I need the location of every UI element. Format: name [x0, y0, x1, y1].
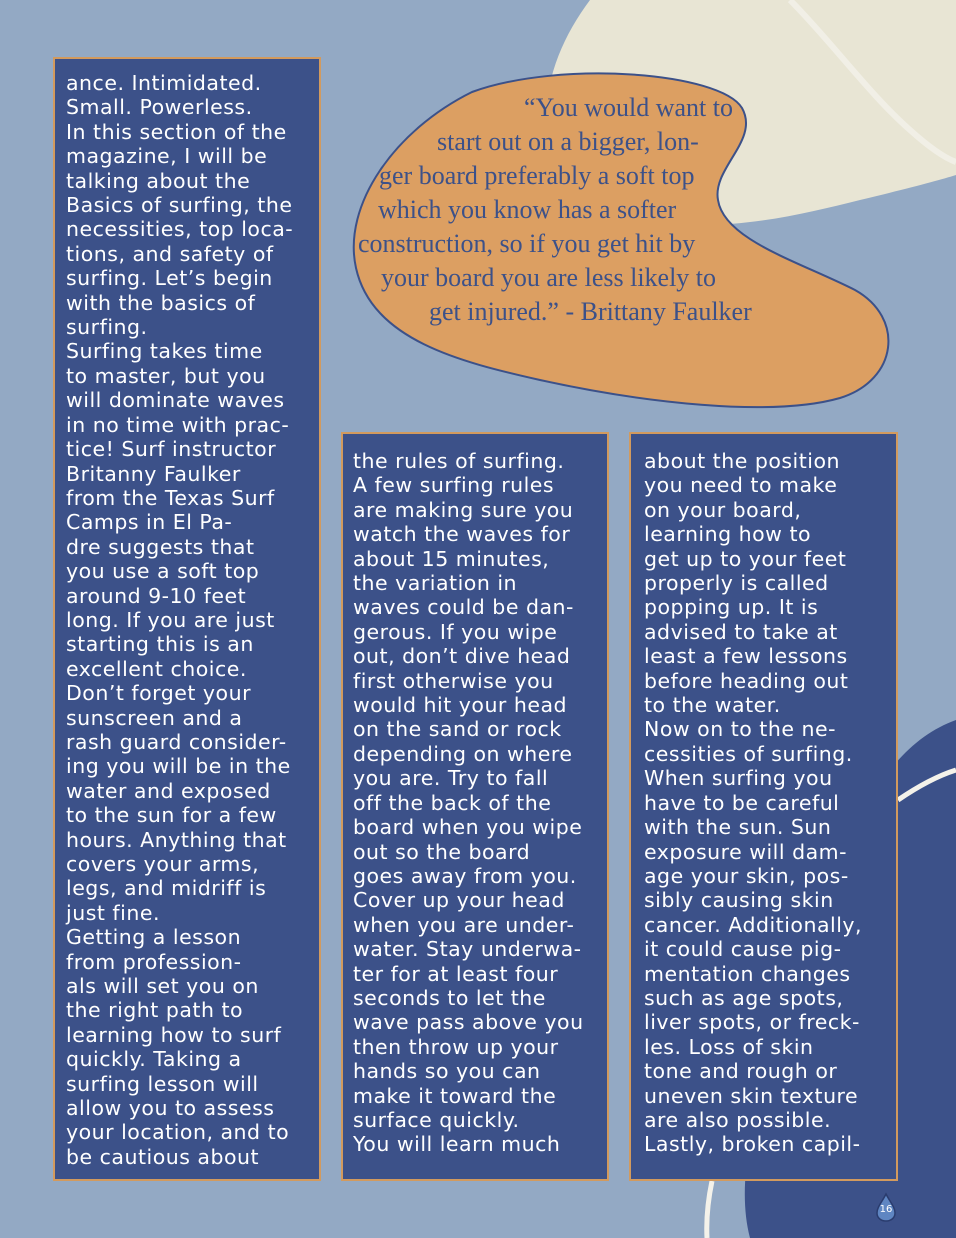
column-text-line: als will set you on: [66, 974, 259, 999]
quote-line: get injured.” - Brittany Faulker: [429, 297, 752, 326]
column-text-line: starting this is an: [66, 632, 254, 657]
column-text-line: to master, but you: [66, 363, 266, 388]
column-text-line: the rules of surfing.: [353, 449, 565, 473]
column-text-line: surfing lesson will: [66, 1071, 259, 1096]
column-text-line: covers your arms,: [66, 852, 260, 876]
column-text-line: ing you will be in the: [66, 754, 291, 779]
column-text-line: seconds to let the: [353, 985, 546, 1010]
column-text-line: dre suggests that: [66, 534, 255, 559]
column-text-line: quickly. Taking a: [66, 1047, 242, 1072]
column-text-line: about 15 minutes,: [353, 546, 550, 571]
column-text-line: sunscreen and a: [66, 705, 243, 730]
column-text-line: gerous. If you wipe: [353, 619, 558, 644]
column-text-line: with the basics of: [66, 290, 256, 315]
column-text-line: ter for at least four: [353, 961, 559, 986]
column-text-line: will dominate waves: [66, 388, 285, 413]
column-text-line: exposure will dam-: [644, 839, 848, 864]
column-text-line: with the sun. Sun: [644, 815, 832, 840]
column-text-line: A few surfing rules: [353, 473, 555, 498]
column-text-line: long. If you are just: [66, 607, 275, 632]
column-text-line: around 9-10 feet: [66, 583, 247, 608]
article-column-1: [53, 57, 321, 1181]
column-text-line: off the back of the: [353, 790, 552, 815]
column-text-line: would hit your head: [353, 693, 568, 718]
column-text-line: talking about the: [66, 168, 251, 193]
column-text-line: from profession-: [66, 949, 242, 974]
column-text-line: be cautious about: [66, 1144, 260, 1169]
column-text-line: you need to make: [644, 473, 838, 498]
column-text-line: les. Loss of skin: [644, 1034, 814, 1059]
column-text-line: out, don’t dive head: [353, 644, 571, 669]
column-text-line: cessities of surfing.: [644, 741, 853, 766]
column-text-line: advised to take at: [644, 619, 838, 644]
column-text-line: water and exposed: [66, 778, 271, 803]
column-text-line: watch the waves for: [353, 522, 571, 547]
column-text-line: cancer. Additionally,: [644, 912, 863, 937]
column-text-line: board when you wipe: [353, 815, 583, 840]
column-text-line: tone and rough or: [644, 1059, 838, 1084]
column-text-line: properly is called: [644, 571, 829, 596]
column-text-line: surfing. Let’s begin: [66, 266, 273, 291]
quote-line: start out on a bigger, lon-: [437, 127, 699, 156]
column-text-line: the right path to: [66, 998, 244, 1023]
quote-line: construction, so if you get hit by: [358, 229, 696, 258]
column-text-line: learning how to: [644, 522, 812, 547]
column-text-line: you use a soft top: [66, 559, 260, 584]
column-text-line: In this section of the: [66, 119, 287, 144]
column-text-line: mentation changes: [644, 961, 851, 986]
column-text-line: on your board,: [644, 497, 802, 522]
column-text-line: necessities, top loca-: [66, 217, 294, 242]
column-text-line: wave pass above you: [353, 1010, 584, 1035]
column-text-line: tions, and safety of: [66, 241, 274, 266]
column-text-line: Surfing takes time: [66, 339, 263, 364]
column-text-line: such as age spots,: [644, 985, 844, 1010]
quote-line: your board you are less likely to: [381, 263, 717, 292]
column-text-line: from the Texas Surf: [66, 485, 275, 510]
column-text-line: just fine.: [66, 900, 160, 925]
column-text-line: surface quickly.: [353, 1107, 520, 1132]
column-text-line: have to be careful: [644, 790, 840, 815]
column-text-line: you are. Try to fall: [353, 766, 549, 791]
column-text-line: least a few lessons: [644, 644, 848, 669]
column-text-line: surfing.: [66, 315, 148, 340]
column-text-line: rash guard consider-: [66, 729, 287, 754]
column-text-line: when you are under-: [353, 912, 575, 937]
page-number-marker: [874, 1192, 898, 1222]
column-text-line: goes away from you.: [353, 863, 577, 888]
column-text-line: your location, and to: [66, 1120, 290, 1145]
column-text-line: hours. Anything that: [66, 827, 287, 852]
article-column-3: [629, 432, 898, 1181]
quote-line: “You would want to: [524, 93, 733, 122]
column-text-line: Now on to the ne-: [644, 717, 836, 742]
column-text-line: Britanny Faulker: [66, 461, 241, 486]
column-text-line: uneven skin texture: [644, 1083, 859, 1108]
column-text-line: ance. Intimidated.: [66, 71, 262, 95]
column-text-line: Camps in El Pa-: [66, 510, 233, 535]
column-text-line: to the water.: [644, 693, 781, 718]
article-column-2: [341, 432, 609, 1181]
column-text-line: out so the board: [353, 839, 531, 864]
column-text-line: liver spots, or freck-: [644, 1010, 860, 1035]
column-text-line: magazine, I will be: [66, 144, 268, 169]
column-text-line: water. Stay underwa-: [353, 937, 582, 962]
column-text-line: about the position: [644, 449, 841, 473]
column-text-line: Small. Powerless.: [66, 95, 253, 120]
column-text-line: tice! Surf instructor: [66, 437, 277, 462]
column-text-line: make it toward the: [353, 1083, 557, 1108]
column-text-line: to the sun for a few: [66, 803, 277, 828]
column-text-line: get up to your feet: [644, 546, 847, 571]
column-text-line: depending on where: [353, 741, 573, 766]
column-text-line: excellent choice.: [66, 656, 247, 681]
column-text-line: Don’t forget your: [66, 681, 251, 706]
column-text-line: then throw up your: [353, 1034, 559, 1059]
column-text-line: age your skin, pos-: [644, 863, 849, 888]
page-number: 16: [879, 1204, 893, 1215]
column-text-line: Basics of surfing, the: [66, 193, 293, 218]
column-text-line: are also possible.: [644, 1107, 832, 1132]
quote-line: ger board preferably a soft top: [379, 161, 695, 190]
column-text-line: it could cause pig-: [644, 937, 842, 962]
column-text-line: When surfing you: [644, 766, 833, 791]
column-text-line: hands so you can: [353, 1059, 541, 1084]
column-text-line: allow you to assess: [66, 1096, 275, 1121]
column-text-line: learning how to surf: [66, 1022, 282, 1047]
column-text-line: Cover up your head: [353, 888, 565, 913]
column-text-line: in no time with prac-: [66, 412, 290, 437]
column-text-line: waves could be dan-: [353, 595, 574, 620]
column-text-line: popping up. It is: [644, 595, 819, 620]
column-text-line: legs, and midriff is: [66, 876, 267, 901]
column-text-line: the variation in: [353, 571, 518, 596]
column-text-line: first otherwise you: [353, 668, 554, 693]
column-text-line: Lastly, broken capil-: [644, 1132, 861, 1157]
column-text-line: You will learn much: [353, 1132, 561, 1157]
column-text-line: are making sure you: [353, 497, 574, 522]
white-bottom-line: [707, 1181, 712, 1238]
quote-line: which you know has a softer: [378, 195, 677, 224]
column-text-line: before heading out: [644, 668, 849, 693]
column-text-line: on the sand or rock: [353, 717, 562, 742]
column-text-line: sibly causing skin: [644, 888, 834, 913]
column-text-line: Getting a lesson: [66, 925, 242, 950]
